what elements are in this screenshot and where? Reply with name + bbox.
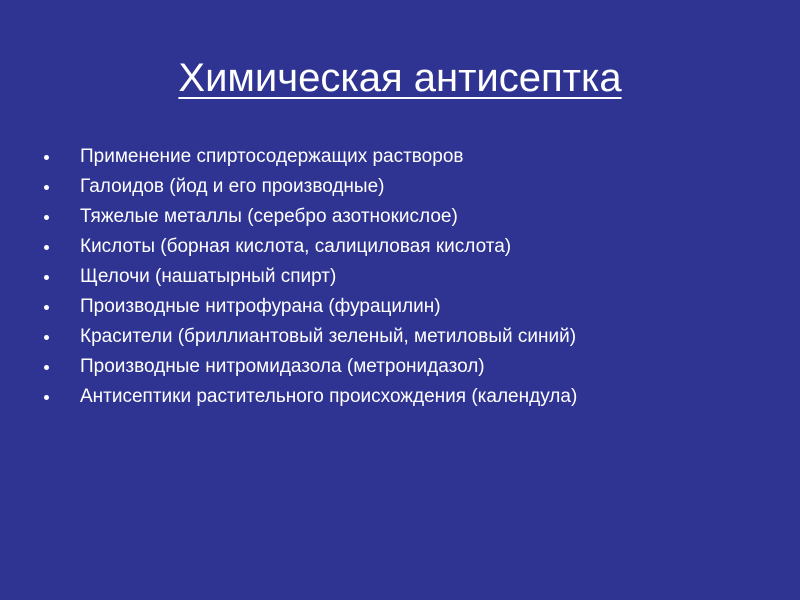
- list-item-text: Производные нитрофурана (фурацилин): [80, 296, 441, 317]
- bullet-dot-icon: [44, 395, 49, 400]
- bullet-dot-icon: [44, 275, 49, 280]
- list-item-text: Тяжелые металлы (серебро азотнокислое): [80, 206, 458, 227]
- list-item: [0, 202, 800, 232]
- list-item: [0, 142, 800, 172]
- list-item: [0, 382, 800, 412]
- list-item-text: Антисептики растительного происхождения (календула): [80, 386, 578, 407]
- list-item-text: Щелочи (нашатырный спирт): [80, 266, 337, 287]
- bullet-dot-icon: [44, 365, 49, 370]
- list-item-text: Кислоты (борная кислота, салициловая кислота): [80, 236, 512, 257]
- list-item-text: Производные нитромидазола (метронидазол): [80, 356, 485, 377]
- bullet-dot-icon: [44, 185, 49, 190]
- list-item: [0, 232, 800, 262]
- list-item-text: Применение спиртосодержащих растворов: [80, 146, 464, 167]
- list-item: [0, 292, 800, 322]
- bullet-dot-icon: [44, 215, 49, 220]
- bullet-dot-icon: [44, 305, 49, 310]
- bullet-dot-icon: [44, 155, 49, 160]
- list-item: [0, 322, 800, 352]
- slide-title-container: [0, 48, 800, 108]
- bullet-dot-icon: [44, 335, 49, 340]
- list-item-text: Красители (бриллиантовый зеленый, метиловый синий): [80, 326, 577, 347]
- list-item: [0, 352, 800, 382]
- bullet-dot-icon: [44, 245, 49, 250]
- list-item: [0, 172, 800, 202]
- slide-title: Химическая антисептка: [178, 56, 622, 100]
- bullet-list: [0, 142, 800, 412]
- list-item: [0, 262, 800, 292]
- list-item-text: Галоидов (йод и его производные): [80, 176, 385, 197]
